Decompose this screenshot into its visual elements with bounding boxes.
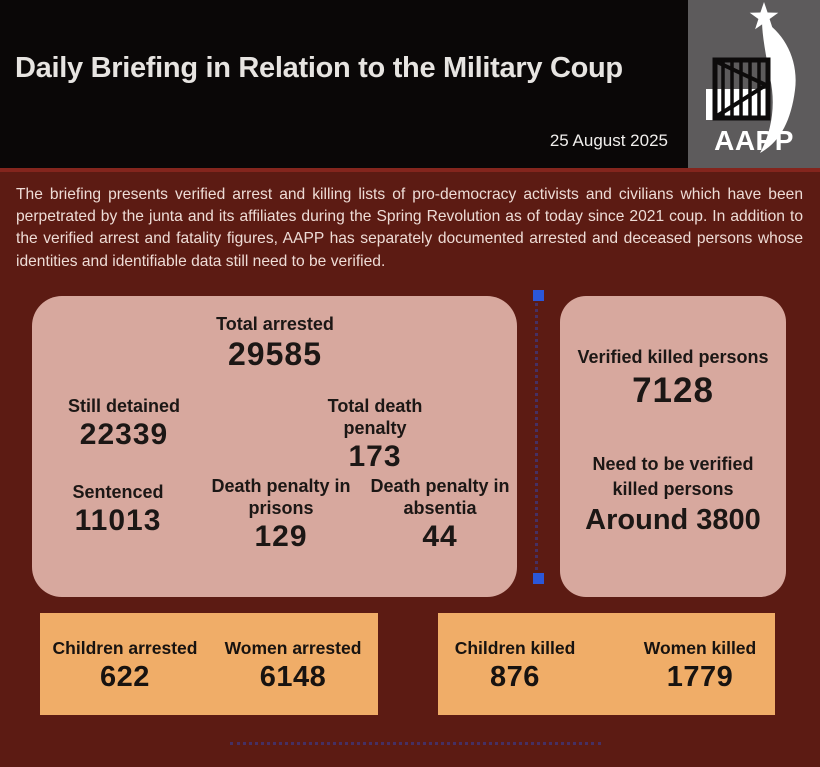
- stat-label: Children killed: [454, 638, 576, 658]
- date-label: 25 August 2025: [549, 131, 668, 150]
- stat-value: 6148: [259, 661, 327, 693]
- stat-value: 29585: [228, 336, 322, 372]
- stat-label: Sentenced: [72, 482, 164, 502]
- stat-label: Death penalty in prisons: [211, 476, 351, 518]
- stat-death-penalty-prisons: [210, 475, 352, 554]
- stat-value: 876: [490, 661, 540, 693]
- stat-label: Women arrested: [224, 638, 362, 658]
- stat-value: 11013: [74, 504, 162, 537]
- divider-handle-top[interactable]: [533, 290, 544, 301]
- aapp-logo: [688, 0, 820, 168]
- stat-value: 622: [100, 661, 150, 693]
- stat-value: 129: [254, 520, 308, 553]
- verified-killed-label: Verified killed persons: [577, 347, 769, 367]
- stat-children-killed: [455, 637, 576, 695]
- intro-paragraph: The briefing presents verified arrest and killing lists of pro-democracy activists and civilians which have been perpetrated by the junta and its affiliates during the Spring Revolution as of today since 2021 coup. In addition to the verified arrest and fatality figures, AAPP has separately documented arrested and deceased persons whose identities and identifiable data still need to be verified.: [16, 186, 803, 270]
- divider-handle-bottom[interactable]: [533, 573, 544, 584]
- stat-women-killed: [644, 637, 756, 695]
- arrested-demographics-bar: [40, 613, 378, 715]
- killed-demographics-bar: [438, 613, 775, 715]
- stat-sentenced: [72, 481, 163, 538]
- verified-killed-value: 7128: [632, 371, 714, 410]
- arrest-stats-panel: [32, 296, 517, 597]
- unverified-killed-value: Around 3800: [585, 504, 761, 536]
- page-title: Daily Briefing in Relation to the Military Coup: [15, 52, 623, 84]
- stat-value: 22339: [79, 418, 169, 451]
- stat-death-penalty-absentia: [369, 475, 511, 554]
- stat-value: 44: [422, 520, 458, 553]
- stat-children-arrested: [53, 637, 198, 695]
- stat-label: Still detained: [67, 396, 181, 416]
- header-accent-line: [0, 168, 820, 172]
- stat-label: Total death penalty: [327, 396, 423, 438]
- stat-label: Children arrested: [52, 638, 198, 658]
- logo-wordmark: AAPP: [714, 125, 794, 156]
- stat-value: 1779: [666, 661, 734, 693]
- stat-label: Death penalty in absentia: [370, 476, 510, 518]
- prison-gate-icon: [706, 60, 768, 120]
- killed-stats-panel: [560, 296, 786, 597]
- stat-women-arrested: [225, 637, 362, 695]
- stat-total-arrested: [216, 313, 334, 373]
- stat-still-detained: [68, 395, 180, 452]
- stat-total-death-penalty: [304, 395, 446, 474]
- vertical-dotted-divider: [535, 298, 538, 576]
- stat-value: 173: [348, 440, 402, 473]
- stat-label: Women killed: [643, 638, 757, 658]
- horizontal-dotted-line: [230, 742, 601, 745]
- header: [0, 0, 820, 168]
- unverified-killed-label: Need to be verified killed persons: [592, 454, 754, 499]
- stat-label: Total arrested: [216, 314, 334, 334]
